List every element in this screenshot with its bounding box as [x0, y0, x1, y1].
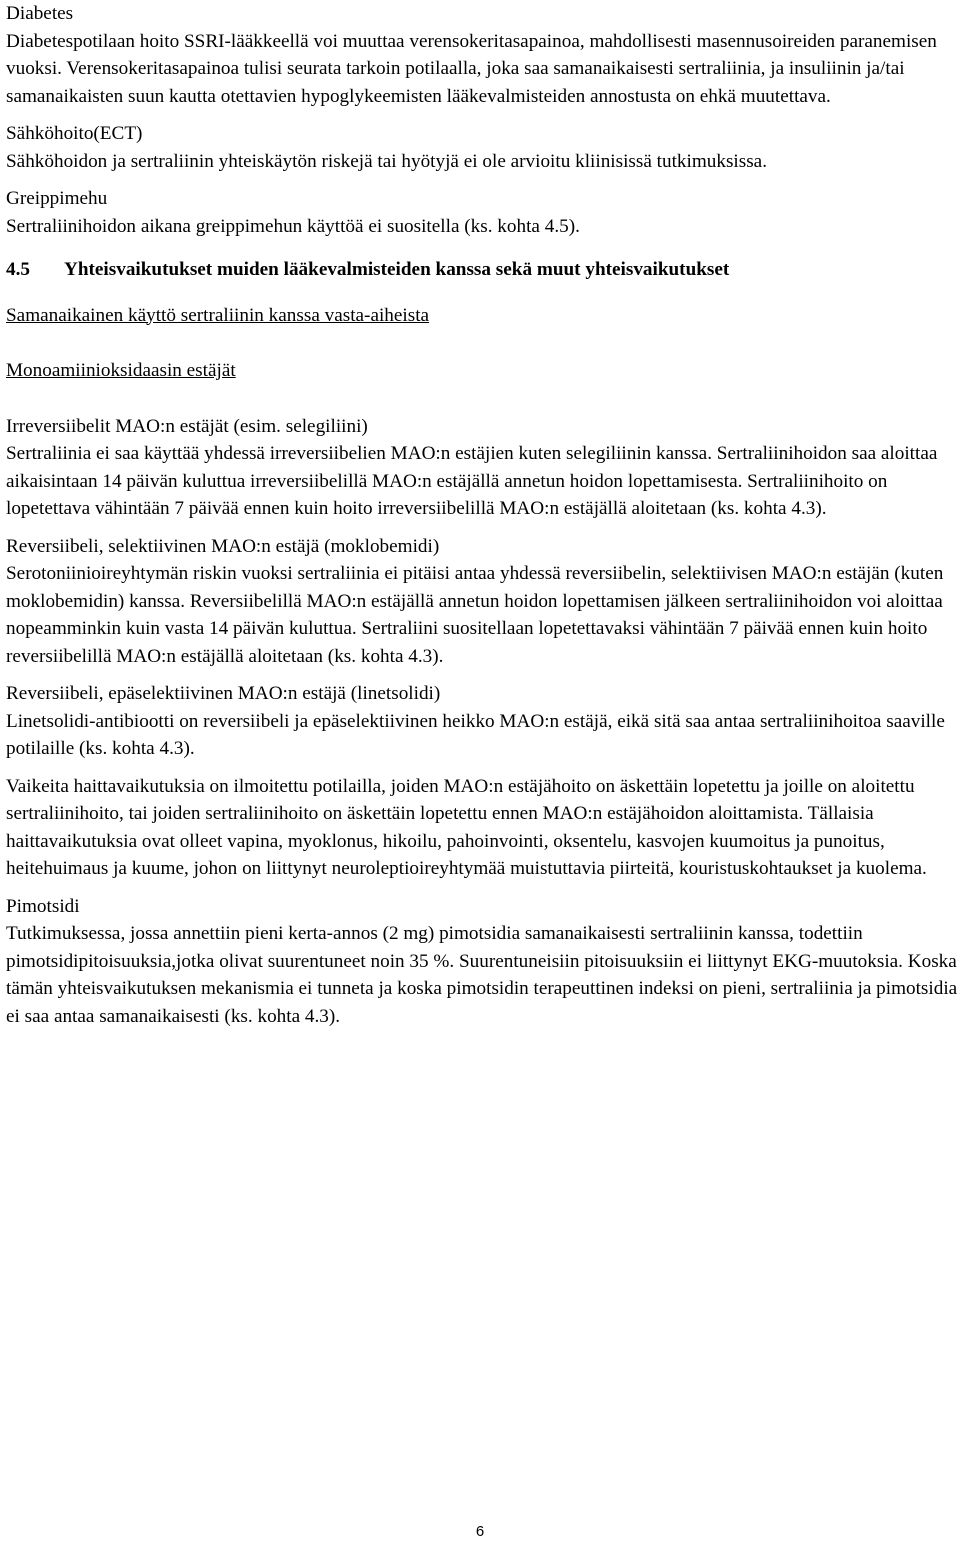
irreversible-title: Irreversiibelit MAO:n estäjät (esim. selegiliini) [6, 415, 368, 437]
section-heading [6, 256, 960, 284]
irreversible-text: Sertraliinia ei saa käyttää yhdessä irreversiibelien MAO:n estäjien kuten selegiliinin kanssa. Sertraliinihoidon saa aloittaa aikaisintaan 14 päivän kuluttua irreversiibelillä MAO:n estäjällä annetun hoidon lopettamisesta. Sertraliinihoito on lopetettava vähintään 7 päivää ennen kuin hoito irreversiibelillä MAO:n estäjällä aloitetaan (ks. kohta 4.3). [6, 443, 938, 519]
grapefruit-text: Sertraliinihoidon aikana greippimehun käyttöä ei suositella (ks. kohta 4.5). [6, 215, 580, 237]
pimozide-title: Pimotsidi [6, 895, 80, 917]
document-page [6, 0, 960, 1030]
moclobemide-text: Serotoniinioireyhtymän riskin vuoksi sertraliinia ei pitäisi antaa yhdessä reversiibelin, selektiivisen MAO:n estäjän (kuten moklobemidin) kanssa. Reversiibelillä MAO:n estäjällä annetun hoidon lopettamisen jälkeen sertraliinihoidon voi aloittaa nopeamminkin kuin vasta 14 päivän kuluttua. Sertraliini suositellaan lopetettavaksi vähintään 7 päivää ennen kuin hoito reversiibelillä MAO:n estäjällä aloitetaan (ks. kohta 4.3). [6, 563, 944, 667]
diabetes-block [6, 0, 960, 110]
pimozide-block [6, 893, 960, 1031]
grapefruit-title: Greippimehu [6, 188, 108, 209]
pimozide-text: Tutkimuksessa, jossa annettiin pieni kerta-annos (2 mg) pimotsidia samanaikaisesti sertraliinin kanssa, todettiin pimotsidipitoisuuksia,jotka olivat suurentuneet noin 35 %. Suurentuneisiin pitoisuuksiin ei liittynyt EKG-muutoksia. Koska tämän yhteisvaikutuksen mekanismia ei tunneta ja koska pimotsidin terapeuttinen indeksi on pieni, sertraliinia ja pimotsidia ei saa antaa samanaikaisesti (ks. kohta 4.3). [6, 923, 958, 1027]
section-title: Yhteisvaikutukset muiden lääkevalmisteiden kanssa sekä muut yhteisvaikutukset [64, 259, 730, 280]
grapefruit-block [6, 185, 960, 240]
severe-block [6, 773, 960, 883]
contraindicated-heading: Samanaikainen käyttö sertraliinin kanssa vasta-aiheista [6, 304, 430, 326]
severe-text: Vaikeita haittavaikutuksia on ilmoitettu potilailla, joiden MAO:n estäjähoito on äskettäin lopetettu ja joille on aloitettu sertraliinihoito, tai joiden sertraliinihoito on äskettäin lopetettu ennen MAO:n estäjähoidon aloittamista. Tällaisia haittavaikutuksia ovat olleet vapina, myoklonus, hikoilu, pahoinvointi, oksentelu, kasvojen kuumoitus ja punoitus, heitehuimaus ja kuume, johon on liittynyt neuroleptioireyhtymää muistuttavia piirteitä, kouristuskohtaukset ja kuolema. [6, 775, 927, 879]
diabetes-title: Diabetes [6, 3, 74, 24]
linezolid-text: Linetsolidi-antibiootti on reversiibeli ja epäselektiivinen heikko MAO:n estäjä, eikä sitä saa antaa sertraliinihoitoa saaville potilaille (ks. kohta 4.3). [6, 710, 945, 759]
moclobemide-title: Reversiibeli, selektiivinen MAO:n estäjä (moklobemidi) [6, 535, 440, 557]
section-number: 4.5 [6, 259, 30, 280]
diabetes-text: Diabetespotilaan hoito SSRI-lääkkeellä voi muuttaa verensokeritasapainoa, mahdollisesti masennusoireiden paranemisen vuoksi. Verensokeritasapainoa tulisi seurata tarkoin potilaalla, joka saa samanaikaisesti sertraliinia, ja insuliinin ja/tai samanaikaisten suun kautta otettavien hypoglykeemisten lääkevalmisteiden annostusta on ehkä muutettava. [6, 30, 937, 107]
moclobemide-block [6, 533, 960, 671]
ect-title: Sähköhoito(ECT) [6, 123, 143, 144]
linezolid-title: Reversiibeli, epäselektiivinen MAO:n estäjä (linetsolidi) [6, 683, 441, 704]
ect-text: Sähköhoidon ja sertraliinin yhteiskäytön riskejä tai hyötyjä ei ole arvioitu kliinisissä tutkimuksissa. [6, 150, 767, 172]
linezolid-block [6, 680, 960, 763]
page-number: 6 [475, 1523, 485, 1540]
maoi-heading: Monoamiinioksidaasin estäjät [6, 360, 236, 381]
ect-block [6, 120, 960, 175]
irreversible-block [6, 413, 960, 523]
